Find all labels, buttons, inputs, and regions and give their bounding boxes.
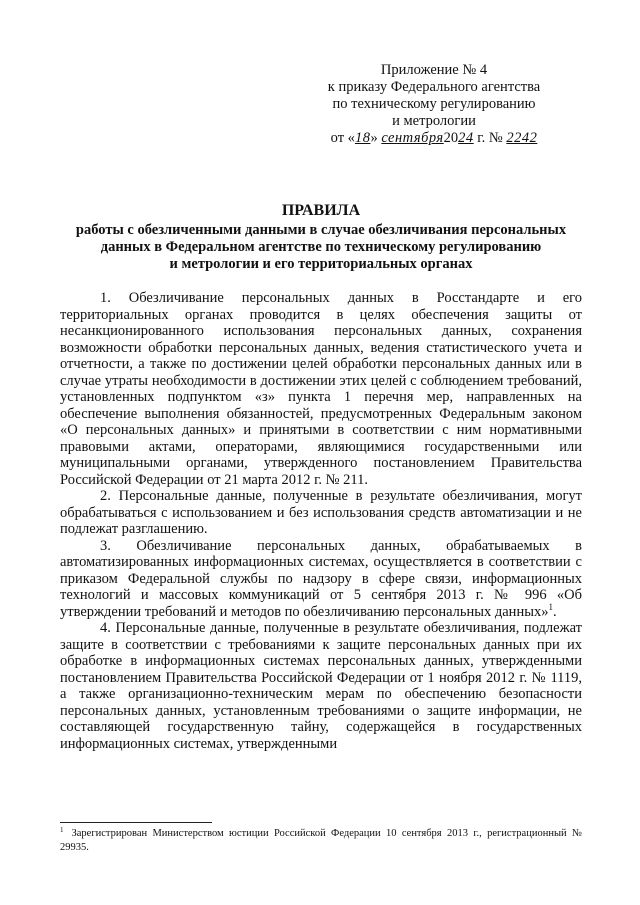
footnote-ref: 1 <box>548 601 553 612</box>
appendix-agency-line-2: и метрологии <box>392 113 476 129</box>
paragraph-4: 4. Персональные данные, полученные в результате обезличивания, подлежат защите в соответствии с требованиями к защите персональных данных при их обработке в информационных системах персональных данных, утвержденными постановлением Правительства Российской Федерации от 1 ноября 2012 г. № 1119, а также организационно-техническим мерам по обеспечению безопасности персональных данных, установленным требованиями о защите информации, не составляющей государственную тайну, содержащейся в государственных информационных системах, утвержденными <box>60 620 582 752</box>
title-line-3: и метрологии и его территориальных органах <box>169 256 473 272</box>
paragraph-3-text: 3. Обезличивание персональных данных, обрабатываемых в автоматизированных информационных системах, осуществляется в соответствии с приказом Федеральной службы по надзору в сфере связи, информационных технологий и массовых коммуникаций от 5 сентября 2013 г. № 996 «Об утверждении требований и методов по обезличиванию персональных данных» <box>60 537 582 620</box>
footnote-mark: 1 <box>60 825 64 834</box>
paragraph-1: 1. Обезличивание персональных данных в Росстандарте и его территориальных органах проводится в целях обеспечения защиты от несанкционированного использования персональных данных, сохранения возможности обработки персональных данных, ведения статистического учета и отчетности, а также по достижении целей обработки персональных данных или в случае утраты необходимости в достижении этих целей с соблюдением требований, установленных подпунктом «з» пункта 1 перечня мер, направленных на обеспечение выполнения обязанностей, предусмотренных Федеральным законом «О персональных данных» и принятыми в соответствии с ним нормативными правовыми актами, операторами, являющимися государственными или муниципальными органами, утвержденного постановлением Правительства Российской Федерации от 21 марта 2012 г. № 211. <box>60 290 582 488</box>
handwritten-year: 24 <box>458 130 474 146</box>
handwritten-order-number: 2242 <box>506 130 538 146</box>
appendix-order-line: к приказу Федерального агентства <box>327 79 541 95</box>
handwritten-day: 18 <box>354 130 371 146</box>
appendix-header <box>300 62 568 147</box>
paragraph-3 <box>60 538 582 621</box>
title-line-2: данных в Федеральном агентстве по техническому регулированию <box>100 239 542 255</box>
appendix-number: Приложение № 4 <box>380 62 488 78</box>
document-title <box>60 202 582 273</box>
appendix-agency-line: по техническому регулированию <box>332 96 536 112</box>
paragraph-3-end: . <box>552 603 557 620</box>
date-mid: » <box>370 130 382 146</box>
footnote-text: Зарегистрирован Министерством юстиции Российской Федерации 10 сентября 2013 г., регистрационный № 29935. <box>60 828 582 853</box>
title-line-1: работы с обезличенными данными в случае обезличивания персональных <box>75 222 567 238</box>
year-prefix: 20 <box>443 130 459 146</box>
number-prefix: г. № <box>473 130 507 146</box>
title-main: ПРАВИЛА <box>281 202 361 219</box>
handwritten-month: сентября <box>381 130 444 146</box>
date-prefix: от « <box>330 130 355 146</box>
footnote-divider <box>60 822 212 823</box>
paragraph-2: 2. Персональные данные, полученные в результате обезличивания, могут обрабатываться с использованием и без использования средств автоматизации и не подлежат разглашению. <box>60 488 582 537</box>
document-body <box>60 290 582 752</box>
footnote <box>60 827 582 855</box>
appendix-date-line <box>300 130 568 147</box>
